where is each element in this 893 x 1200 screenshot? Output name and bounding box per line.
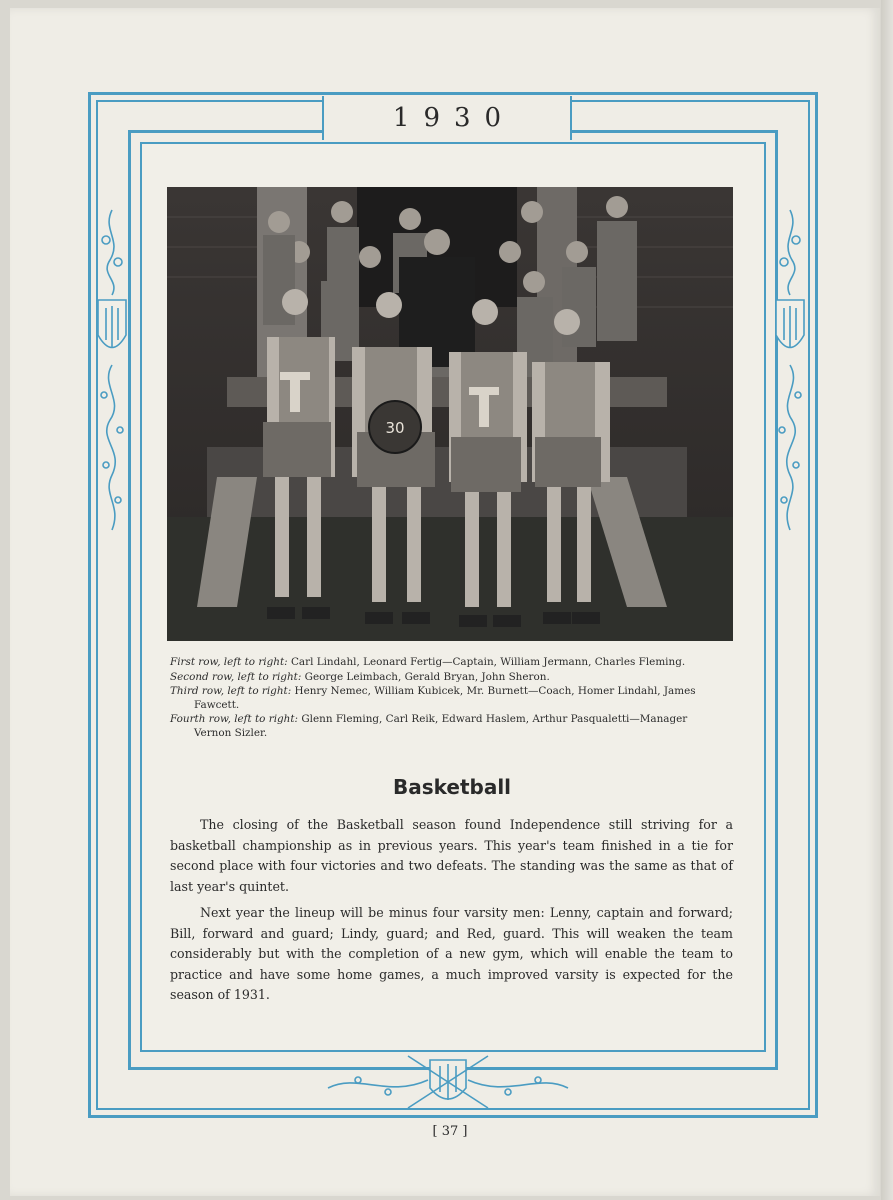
page-number: [ 37 ] bbox=[432, 1124, 468, 1139]
bottom-crest-icon bbox=[318, 1048, 578, 1114]
photo-caption bbox=[170, 656, 734, 742]
article-paragraph: Next year the lineup will be minus four varsity men: Lenny, captain and forward; Bill, forward and guard; Lindy, guard; and Red, guard. This will weaken the team considerably but with the completion of a new gym, which will enable the team to practice and have some home games, a much improved varsity is expected for the season of 1931. bbox=[170, 905, 733, 1002]
year-banner: 1930 bbox=[322, 96, 572, 140]
page-edge bbox=[881, 0, 893, 1200]
article-title: Basketball bbox=[392, 775, 512, 799]
team-photo bbox=[167, 187, 733, 641]
ball-label: 30 bbox=[385, 419, 405, 437]
team-photo-image bbox=[167, 187, 733, 641]
caption-row-4: Fourth row, left to right: Glenn Fleming, Carl Reik, Edward Haslem, Arthur Pasqualetti—Manager Vernon Sizler. bbox=[170, 713, 688, 739]
caption-row-3: Third row, left to right: Henry Nemec, William Kubicek, Mr. Burnett—Coach, Homer Lindahl, James Fawcett. bbox=[170, 685, 696, 711]
article-paragraph: The closing of the Basketball season found Independence still striving for a basketball championship as in previous years. This year's team finished in a tie for second place with four victories and two defeats. The standing was the same as that of last year's quintet. bbox=[170, 817, 733, 894]
article-body bbox=[170, 815, 733, 1012]
caption-row-2: Second row, left to right: George Leimbach, Gerald Bryan, John Sheron. bbox=[170, 670, 550, 683]
left-ornament-icon bbox=[92, 200, 132, 540]
caption-row-1: First row, left to right: Carl Lindahl, Leonard Fertig—Captain, William Jermann, Charles Fleming. bbox=[170, 656, 686, 668]
right-ornament-icon bbox=[770, 200, 810, 540]
